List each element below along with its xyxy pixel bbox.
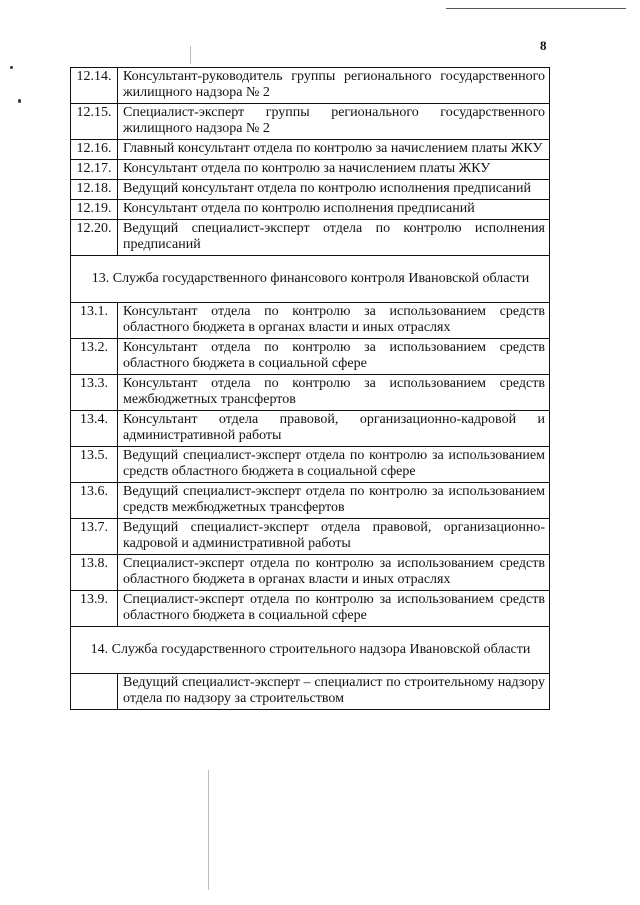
row-number: 13.1. [71, 303, 118, 339]
section-header-row [71, 256, 550, 303]
scan-artifact-mark [190, 46, 191, 64]
row-number [71, 674, 118, 710]
row-number: 13.6. [71, 483, 118, 519]
section-title: 13. Служба государственного финансового контроля Ивановской области [71, 256, 550, 303]
table-row [71, 104, 550, 140]
table-row [71, 591, 550, 627]
position-title: Консультант отдела по контролю за использованием средств областного бюджета в органах власти и иных отраслях [118, 303, 550, 339]
position-title: Консультант отдела по контролю за использованием средств областного бюджета в социальной сфере [118, 339, 550, 375]
row-number: 12.20. [71, 220, 118, 256]
table-row [71, 303, 550, 339]
section-title: 14. Служба государственного строительного надзора Ивановской области [71, 627, 550, 674]
position-title: Консультант отдела по контролю за начислением платы ЖКУ [118, 160, 550, 180]
table-row [71, 180, 550, 200]
scan-artifact-mark [208, 770, 209, 890]
row-number: 12.15. [71, 104, 118, 140]
scan-artifact-dot [10, 66, 13, 69]
table-row [71, 200, 550, 220]
row-number: 13.9. [71, 591, 118, 627]
table-row [71, 220, 550, 256]
table-row [71, 447, 550, 483]
row-number: 13.2. [71, 339, 118, 375]
position-title: Консультант отдела по контролю исполнения предписаний [118, 200, 550, 220]
table-row [71, 140, 550, 160]
position-title: Консультант отдела по контролю за использованием средств межбюджетных трансфертов [118, 375, 550, 411]
position-title: Ведущий специалист-эксперт отдела по контролю за использованием средств областного бюджета в социальной сфере [118, 447, 550, 483]
position-title: Специалист-эксперт отдела по контролю за использованием средств областного бюджета в органах власти и иных отраслях [118, 555, 550, 591]
table-row [71, 483, 550, 519]
position-title: Ведущий специалист-эксперт – специалист по строительному надзору отдела по надзору за строительством [118, 674, 550, 710]
table-row [71, 519, 550, 555]
row-number: 13.4. [71, 411, 118, 447]
row-number: 13.7. [71, 519, 118, 555]
table-row [71, 68, 550, 104]
row-number: 12.14. [71, 68, 118, 104]
positions-table [70, 67, 550, 710]
row-number: 12.18. [71, 180, 118, 200]
table-row [71, 339, 550, 375]
row-number: 12.17. [71, 160, 118, 180]
position-title: Ведущий специалист-эксперт отдела по контролю исполнения предписаний [118, 220, 550, 256]
row-number: 13.8. [71, 555, 118, 591]
position-title: Ведущий специалист-эксперт отдела правовой, организационно-кадровой и административной работы [118, 519, 550, 555]
scan-artifact-dot [18, 99, 21, 103]
page-number: 8 [540, 38, 547, 53]
row-number: 13.5. [71, 447, 118, 483]
position-title: Консультант-руководитель группы регионального государственного жилищного надзора № 2 [118, 68, 550, 104]
table-row [71, 160, 550, 180]
table-row [71, 555, 550, 591]
position-title: Специалист-эксперт группы регионального государственного жилищного надзора № 2 [118, 104, 550, 140]
position-title: Ведущий специалист-эксперт отдела по контролю за использованием средств межбюджетных трансфертов [118, 483, 550, 519]
position-title: Консультант отдела правовой, организационно-кадровой и административной работы [118, 411, 550, 447]
table-row [71, 411, 550, 447]
table-row [71, 674, 550, 710]
table-row [71, 375, 550, 411]
position-title: Ведущий консультант отдела по контролю исполнения предписаний [118, 180, 550, 200]
row-number: 12.16. [71, 140, 118, 160]
section-header-row [71, 627, 550, 674]
position-title: Главный консультант отдела по контролю за начислением платы ЖКУ [118, 140, 550, 160]
scan-artifact-line [446, 8, 626, 9]
row-number: 12.19. [71, 200, 118, 220]
position-title: Специалист-эксперт отдела по контролю за использованием средств областного бюджета в социальной сфере [118, 591, 550, 627]
row-number: 13.3. [71, 375, 118, 411]
